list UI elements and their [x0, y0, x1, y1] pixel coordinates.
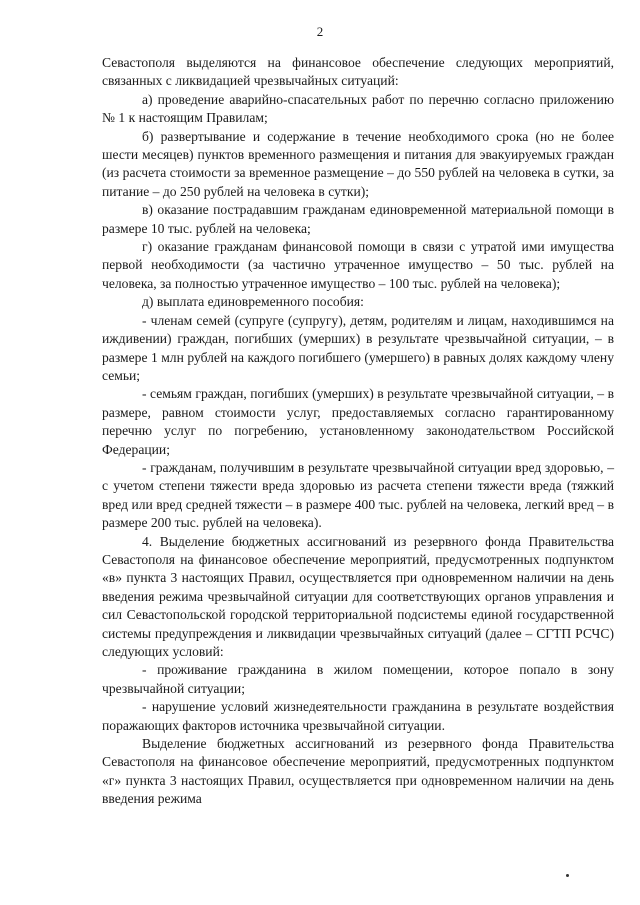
paragraph: 4. Выделение бюджетных ассигнований из резервного фонда Правительства Севастополя на финансовое обеспечение мероприятий, предусмотренных подпунктом «в» пункта 3 настоящих Правил, осуществляется при одновременном наличии на день введения режима чрезвычайной ситуации для соответствующих органов управления и сил Севастопольской городской территориальной подсистемы единой государственной системы предупреждения и ликвидации чрезвычайных ситуаций (далее – СГТП РСЧС) следующих условий: — [102, 533, 614, 659]
scan-speck — [566, 874, 569, 877]
paragraph: б) развертывание и содержание в течение необходимого срока (но не более шести месяцев) пунктов временного размещения и питания для эвакуируемых граждан (из расчета стоимости за временное размещение – до 550 рублей на человека в сутки, за питание – до 250 рублей на человека в сутки); — [102, 128, 614, 199]
paragraph: - проживание гражданина в жилом помещении, которое попало в зону чрезвычайной ситуации; — [102, 662, 614, 696]
paragraph: - гражданам, получившим в результате чрезвычайной ситуации вред здоровью, – с учетом степени тяжести вреда здоровью из расчета степени тяжести вреда (тяжкий вред или вред средней тяжести – в размере 400 тыс. рублей на человека, легкий вред – в размере 200 тыс. рублей на человека). — [102, 459, 614, 531]
paragraph: в) оказание пострадавшим гражданам единовременной материальной помощи в размере 10 тыс. рублей на человека; — [102, 202, 614, 236]
paragraph: - членам семей (супруге (супругу), детям, родителям и лицам, находившимся на иждивении) граждан, погибших (умерших) в результате чрезвычайной ситуации, – в размере 1 млн рублей на каждого погибшего (умершего) в равных долях каждому члену семьи; — [102, 312, 614, 383]
paragraph: - семьям граждан, погибших (умерших) в результате чрезвычайной ситуации, – в размере, равном стоимости услуг, предоставляемых согласно гарантированному перечню услуг по погребению, установленному законодательством Российской Федерации; — [102, 386, 614, 457]
document-body — [102, 54, 614, 809]
paragraph: Выделение бюджетных ассигнований из резервного фонда Правительства Севастополя на финансовое обеспечение мероприятий, предусмотренных подпунктом «г» пункта 3 настоящих Правил, осуществляется при одновременном наличии на день введения режима — [102, 736, 614, 807]
paragraph: г) оказание гражданам финансовой помощи в связи с утратой ими имущества первой необходимости (за частично утраченное имущество – 50 тыс. рублей на человека, за полностью утраченное имущество – 100 тыс. рублей на человека); — [102, 239, 614, 291]
paragraph: - нарушение условий жизнедеятельности гражданина в результате воздействия поражающих факторов источника чрезвычайной ситуации. — [102, 699, 614, 733]
paragraph: д) выплата единовременного пособия: — [142, 294, 364, 310]
paragraph: Севастополя выделяются на финансовое обеспечение следующих мероприятий, связанных с ликвидацией чрезвычайных ситуаций: — [102, 55, 614, 89]
page-number: 2 — [316, 24, 324, 39]
paragraph: а) проведение аварийно-спасательных работ по перечню согласно приложению № 1 к настоящим Правилам; — [102, 91, 614, 126]
